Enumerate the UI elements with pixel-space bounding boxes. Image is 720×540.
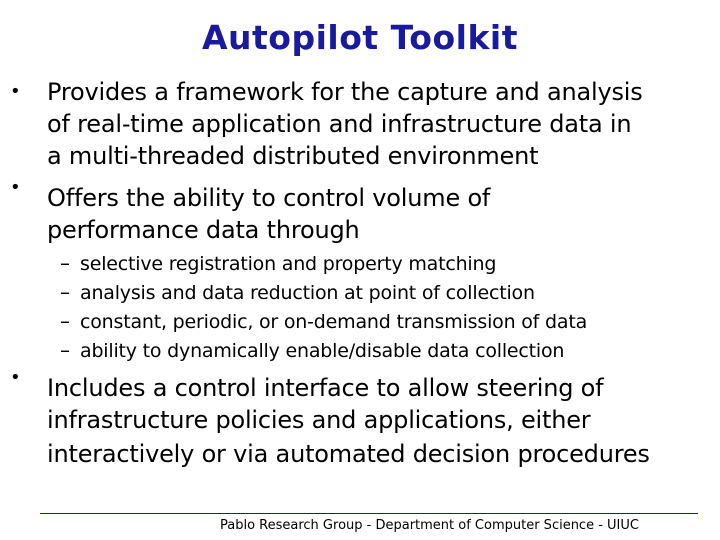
sub-bullet-marker: – xyxy=(60,338,70,362)
bullet-marker: • xyxy=(10,81,21,102)
bullet-line: interactively or via automated decision procedures xyxy=(47,440,650,468)
bullet-line: of real-time application and infrastructure data in xyxy=(47,110,632,138)
sub-item: analysis and data reduction at point of collection xyxy=(80,282,535,304)
sub-item: ability to dynamically enable/disable data collection xyxy=(80,340,565,362)
bullet-line: a multi-threaded distributed environment xyxy=(47,142,539,170)
sub-item: constant, periodic, or on-demand transmission of data xyxy=(80,311,588,333)
bullet-line: performance data through xyxy=(47,216,360,244)
footer-divider xyxy=(40,513,698,514)
sub-bullet-marker: – xyxy=(60,280,70,304)
bullet-line: Provides a framework for the capture and analysis xyxy=(47,78,643,106)
bullet-marker: • xyxy=(10,367,21,388)
sub-bullet-marker: – xyxy=(60,309,70,333)
bullet-marker: • xyxy=(10,177,21,198)
sub-bullet-marker: – xyxy=(60,251,70,275)
sub-item: selective registration and property matching xyxy=(80,253,497,275)
bullet-line: infrastructure policies and applications, either xyxy=(47,406,591,434)
slide-title: Autopilot Toolkit xyxy=(202,18,518,57)
footer-text: Pablo Research Group - Department of Computer Science - UIUC xyxy=(220,518,639,533)
bullet-line: Includes a control interface to allow steering of xyxy=(47,374,604,402)
bullet-line: Offers the ability to control volume of xyxy=(47,184,491,212)
